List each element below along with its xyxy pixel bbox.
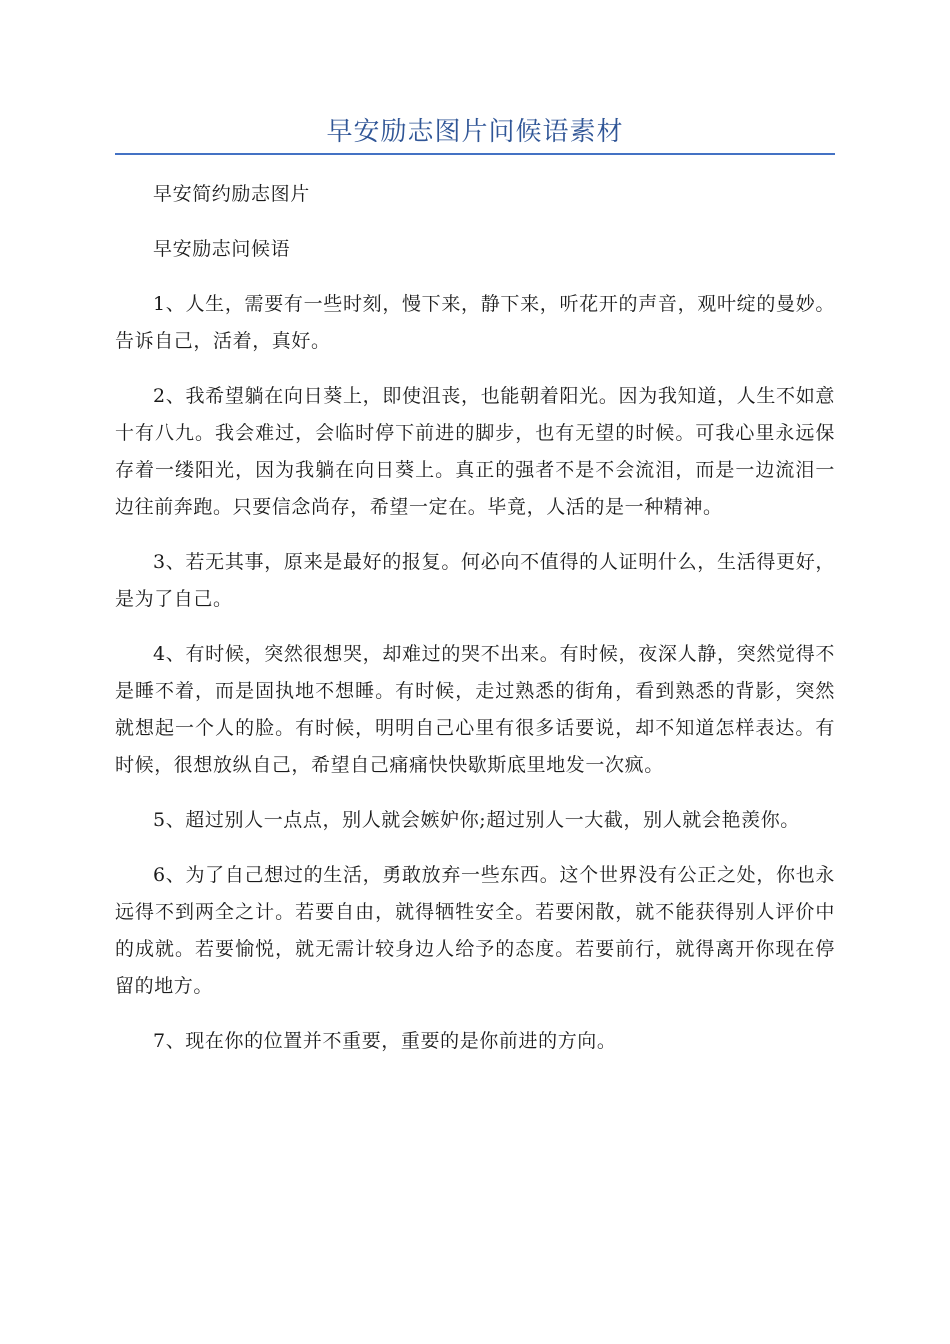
paragraph-subtitle-2: 早安励志问候语 [153, 238, 291, 260]
title-underline [115, 153, 835, 155]
paragraph-item-5: 5、超过别人一点点，别人就会嫉妒你;超过别人一大截，别人就会艳羡你。 [153, 809, 800, 831]
document-body [115, 176, 835, 1078]
paragraph-item-1: 1、人生，需要有一些时刻，慢下来，静下来，听花开的声音，观叶绽的曼妙。告诉自己，活着，真好。 [115, 293, 835, 352]
paragraph-item-4: 4、有时候，突然很想哭，却难过的哭不出来。有时候，夜深人静，突然觉得不是睡不着，而是固执地不想睡。有时候，走过熟悉的街角，看到熟悉的背影，突然就想起一个人的脸。有时候，明明自己心里有很多话要说，却不知道怎样表达。有时候，很想放纵自己，希望自己痛痛快快歇斯底里地发一次疯。 [115, 643, 835, 776]
paragraph-item-3: 3、若无其事，原来是最好的报复。何必向不值得的人证明什么，生活得更好，是为了自己。 [115, 551, 835, 610]
document-title: 早安励志图片问候语素材 [326, 117, 624, 147]
paragraph-subtitle-1: 早安简约励志图片 [153, 183, 310, 205]
paragraph-item-6: 6、为了自己想过的生活，勇敢放弃一些东西。这个世界没有公正之处，你也永远得不到两全之计。若要自由，就得牺牲安全。若要闲散，就不能获得别人评价中的成就。若要愉悦，就无需计较身边人给予的态度。若要前行，就得离开你现在停留的地方。 [115, 864, 835, 997]
paragraph-item-2: 2、我希望躺在向日葵上，即使沮丧，也能朝着阳光。因为我知道，人生不如意十有八九。我会难过，会临时停下前进的脚步，也有无望的时候。可我心里永远保存着一缕阳光，因为我躺在向日葵上。真正的强者不是不会流泪，而是一边流泪一边往前奔跑。只要信念尚存，希望一定在。毕竟，人活的是一种精神。 [115, 385, 835, 518]
paragraph-item-7: 7、现在你的位置并不重要，重要的是你前进的方向。 [153, 1030, 617, 1052]
